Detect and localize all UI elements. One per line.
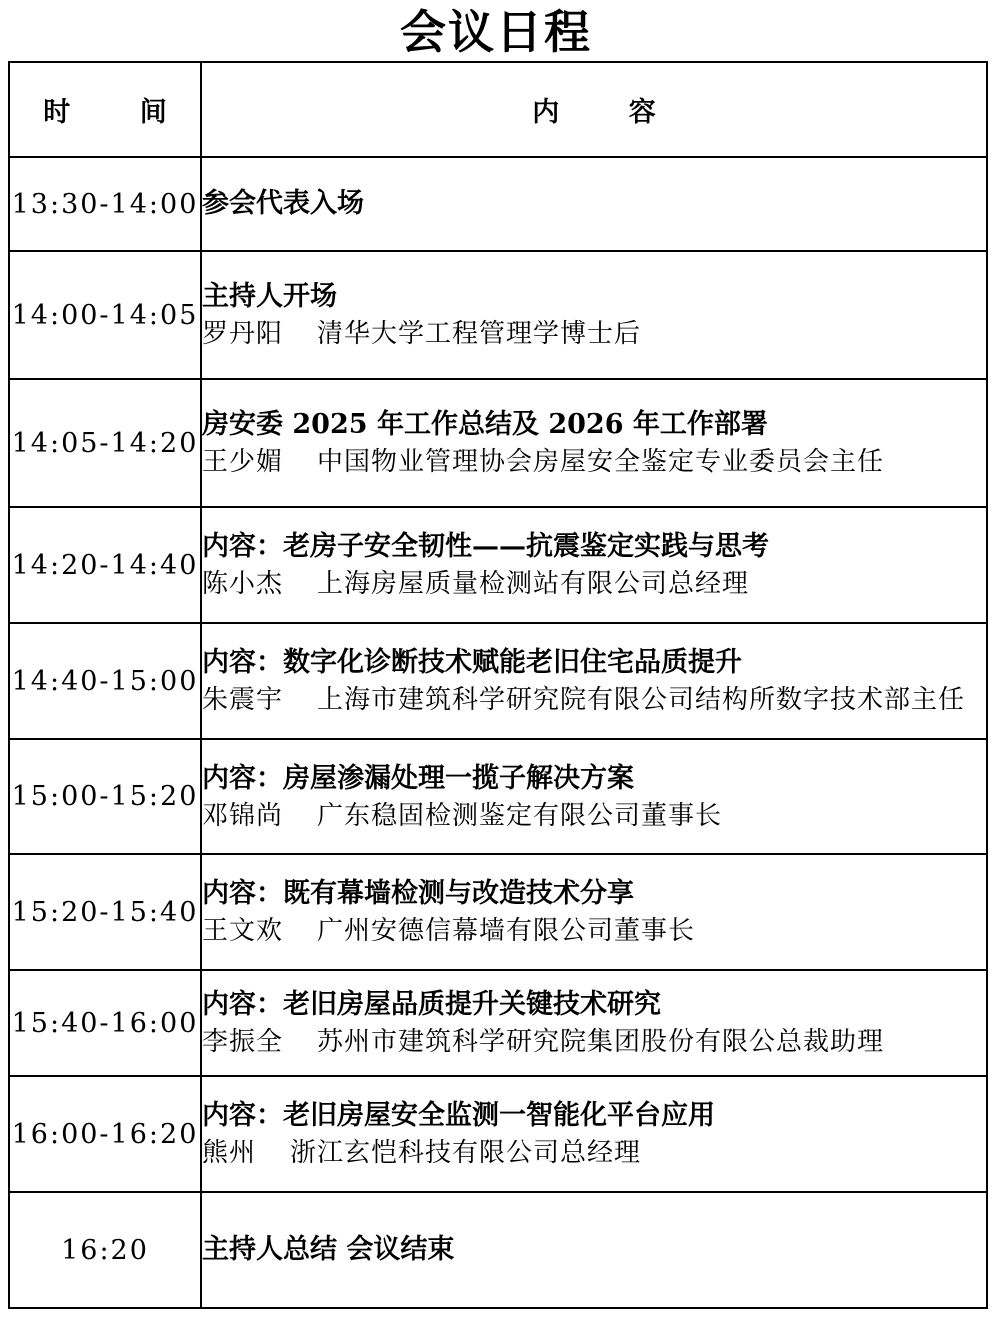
speaker-name: 朱震宇: [202, 685, 284, 715]
table-row: [9, 1076, 987, 1192]
row-speaker: [202, 566, 986, 602]
row-topic: 内容：数字化诊断技术赋能老旧住宅品质提升: [202, 647, 742, 678]
row-content: [201, 1076, 987, 1192]
speaker-name: 陈小杰: [202, 569, 284, 599]
row-speaker: [202, 913, 986, 949]
row-topic: 房安委 2025 年工作总结及 2026 年工作部署: [202, 409, 768, 440]
speaker-org: 清华大学工程管理学博士后: [317, 319, 642, 349]
header-time: 时 间: [9, 62, 201, 157]
row-topic: 内容：老房子安全韧性——抗震鉴定实践与思考: [202, 531, 769, 562]
row-content: [201, 157, 987, 251]
row-speaker: [202, 682, 986, 718]
speaker-name: 王少媚: [202, 447, 284, 477]
row-content: [201, 1192, 987, 1308]
row-content: [201, 854, 987, 970]
table-row: [9, 379, 987, 507]
row-topic: 内容：房屋渗漏处理一揽子解决方案: [202, 762, 634, 794]
row-time: 13:30-14:00: [9, 157, 201, 251]
table-row: [9, 251, 987, 379]
row-time: 14:00-14:05: [9, 251, 201, 379]
row-topic: 参会代表入场: [202, 188, 364, 219]
row-speaker: [202, 1135, 986, 1171]
row-content: [201, 507, 987, 623]
row-time: 16:00-16:20: [9, 1076, 201, 1192]
table-row: [9, 623, 987, 739]
row-time: 15:40-16:00: [9, 970, 201, 1076]
speaker-org: 浙江玄恺科技有限公司总经理: [290, 1138, 642, 1168]
speaker-org: 上海市建筑科学研究院有限公司结构所数字技术部主任: [317, 685, 966, 715]
table-row: [9, 157, 987, 251]
row-topic: 内容：老旧房屋安全监测一智能化平台应用: [202, 1100, 715, 1131]
row-topic: 主持人总结 会议结束: [202, 1234, 455, 1265]
row-time: 15:00-15:20: [9, 739, 201, 854]
table-row: [9, 507, 987, 623]
row-speaker: [202, 316, 986, 352]
row-content: [201, 251, 987, 379]
row-speaker: [202, 798, 986, 834]
speaker-name: 罗丹阳: [202, 319, 284, 349]
speaker-name: 王文欢: [202, 916, 284, 946]
table-row: [9, 854, 987, 970]
header-content: 内 容: [201, 62, 987, 157]
row-content: [201, 739, 987, 854]
row-content: [201, 379, 987, 507]
row-time: 14:20-14:40: [9, 507, 201, 623]
row-content: [201, 623, 987, 739]
speaker-name: 李振全: [202, 1027, 284, 1057]
row-time: 15:20-15:40: [9, 854, 201, 970]
speaker-name: 熊州: [202, 1138, 257, 1168]
row-time: 14:05-14:20: [9, 379, 201, 507]
speaker-org: 上海房屋质量检测站有限公司总经理: [317, 569, 750, 599]
speaker-org: 苏州市建筑科学研究院集团股份有限公总裁助理: [317, 1027, 885, 1057]
table-row: [9, 739, 987, 854]
table-row: [9, 970, 987, 1076]
row-topic: 内容：老旧房屋品质提升关键技术研究: [202, 989, 661, 1020]
row-time: 16:20: [9, 1192, 201, 1308]
page-title: 会议日程: [400, 5, 592, 59]
row-topic: 主持人开场: [202, 281, 337, 312]
row-speaker: [202, 444, 986, 480]
speaker-org: 广东稳固检测鉴定有限公司董事长: [317, 800, 723, 831]
speaker-org: 中国物业管理协会房屋安全鉴定专业委员会主任: [317, 447, 885, 477]
speaker-org: 广州安德信幕墙有限公司董事长: [317, 916, 696, 946]
table-header-row: [9, 62, 987, 157]
table-row: [9, 1192, 987, 1308]
row-topic: 内容：既有幕墙检测与改造技术分享: [202, 878, 634, 909]
row-speaker: [202, 1024, 986, 1060]
schedule-table: [8, 61, 988, 1309]
row-content: [201, 970, 987, 1076]
row-time: 14:40-15:00: [9, 623, 201, 739]
speaker-name: 邓锦尚: [202, 800, 284, 831]
